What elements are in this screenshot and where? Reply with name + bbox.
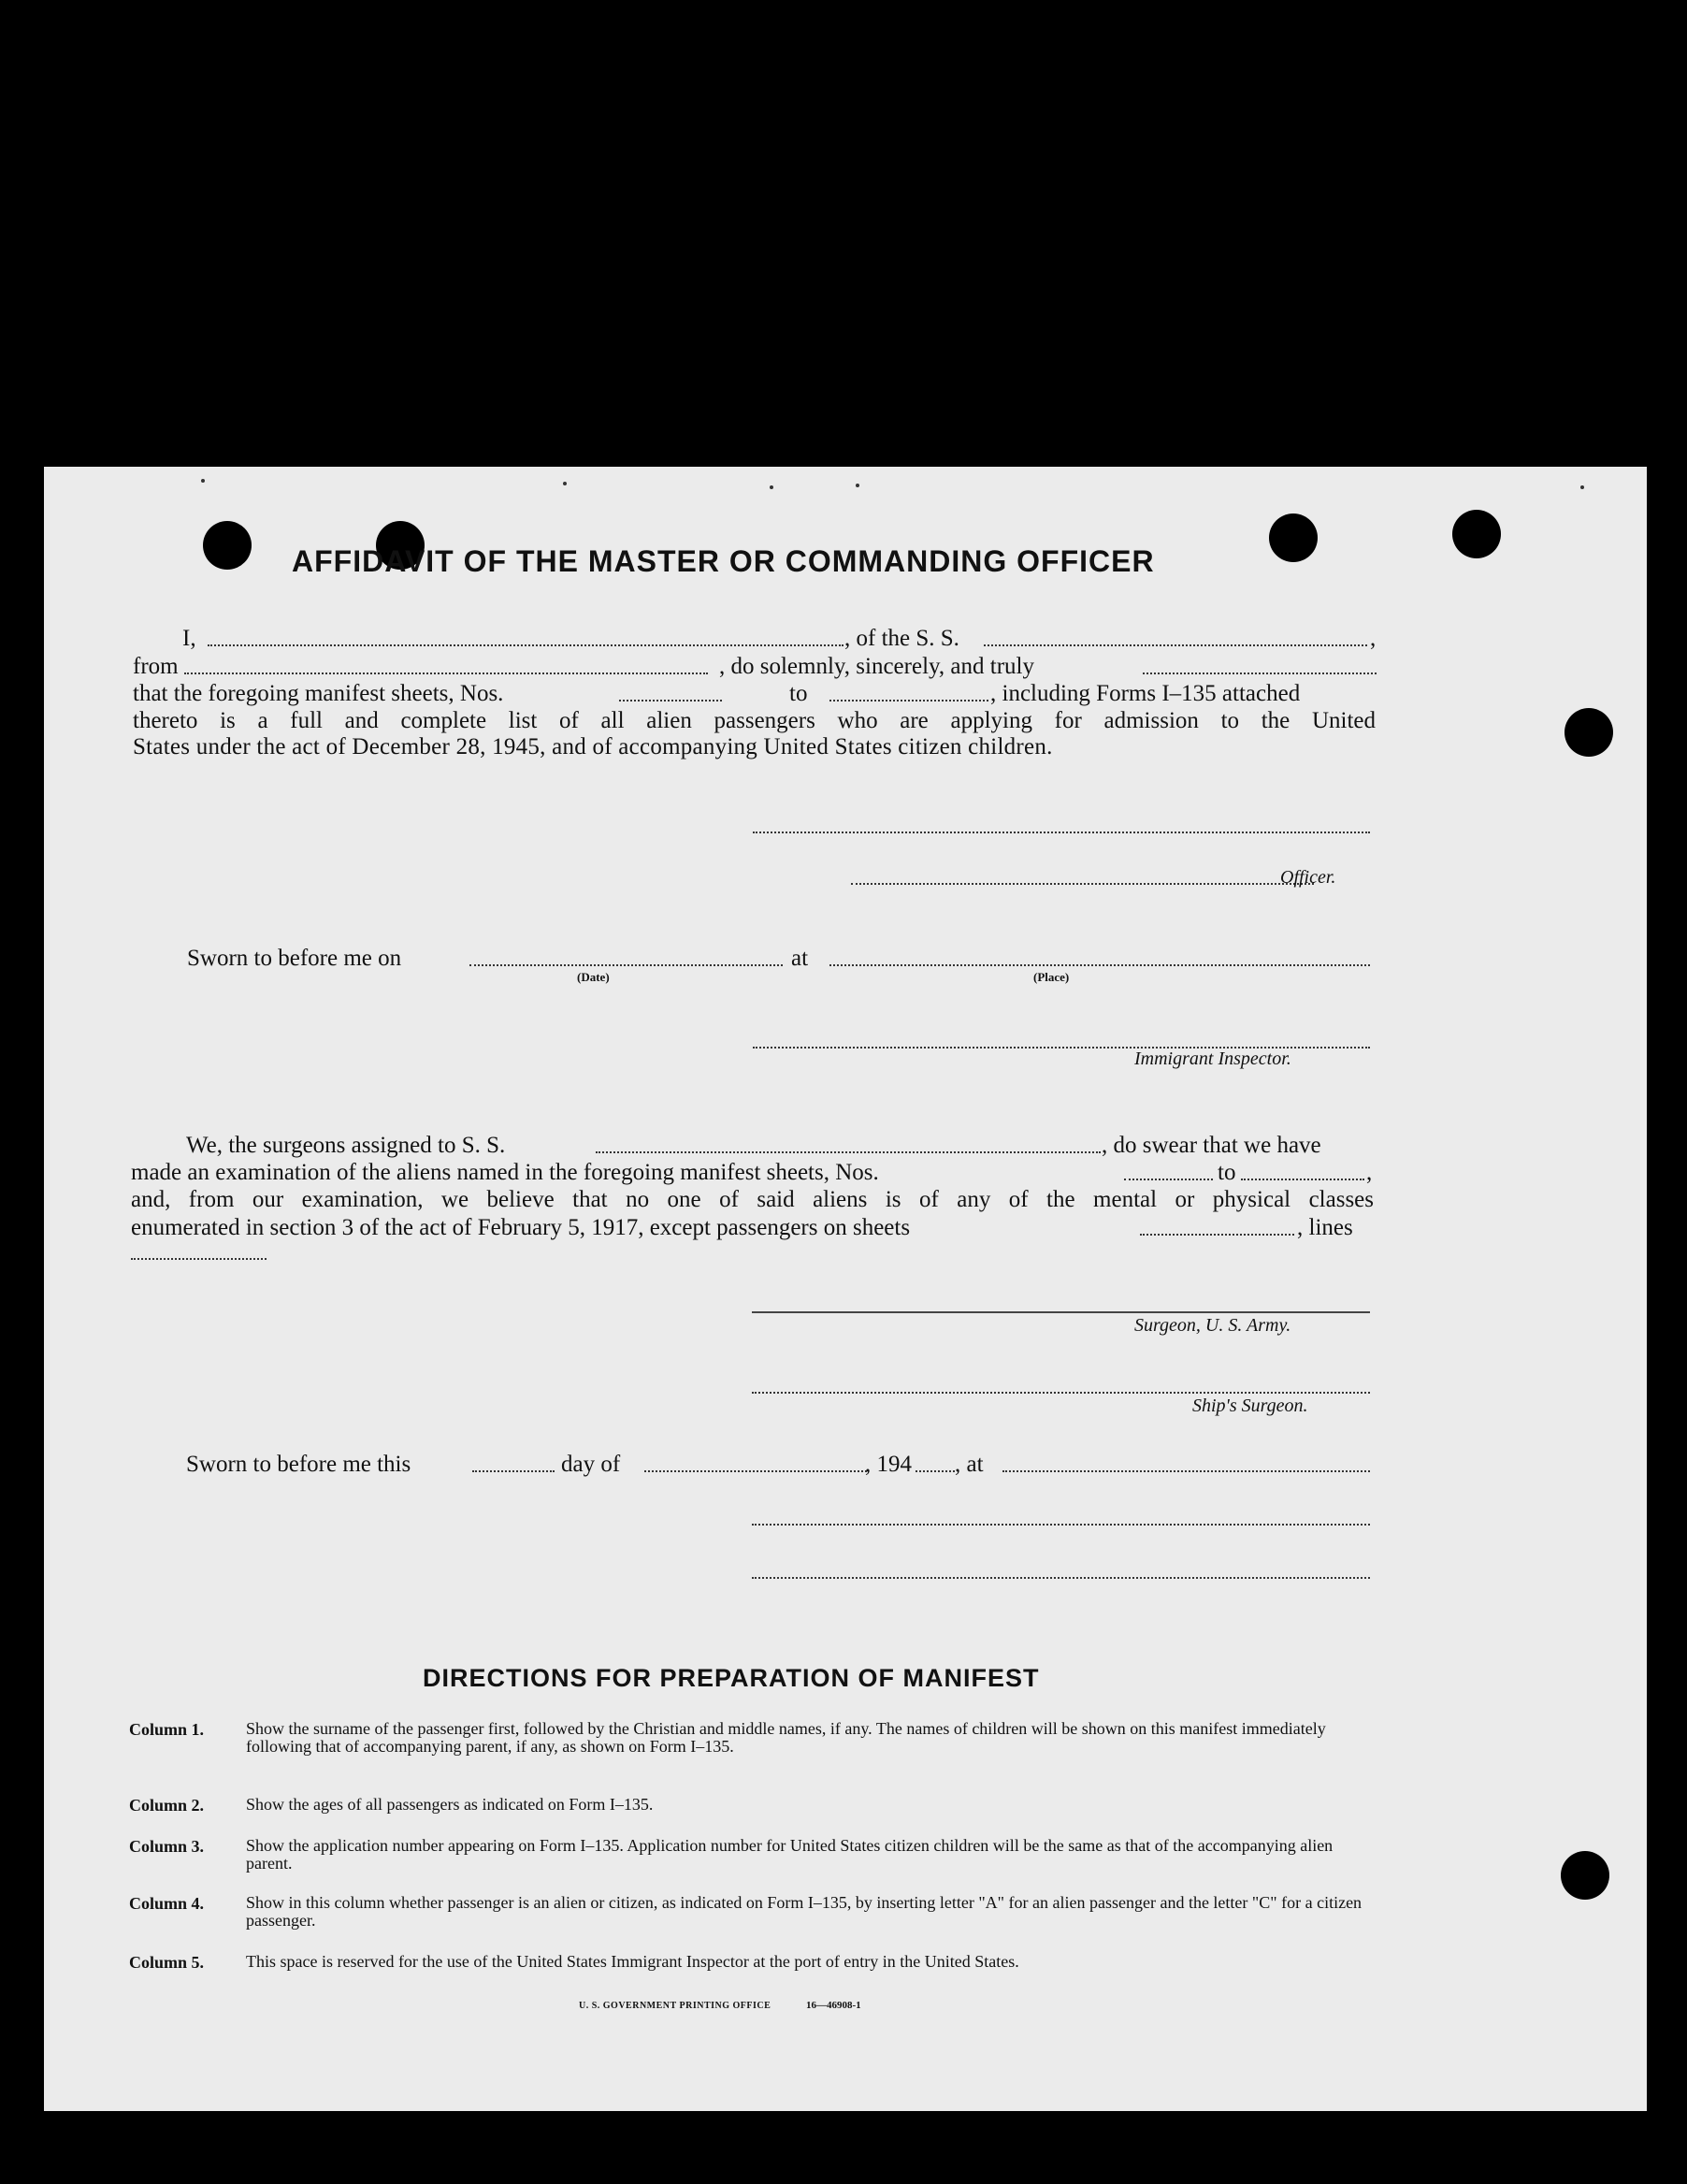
printer-credit: U. S. GOVERNMENT PRINTING OFFICE xyxy=(579,2001,771,2011)
affidavit-i: I, xyxy=(182,626,196,651)
affidavit-to: to xyxy=(789,681,808,706)
surgeons-exam: made an examination of the aliens named in the foregoing manifest sheets, Nos. xyxy=(131,1160,879,1185)
direction-text: Show in this column whether passenger is an alien or citizen, as indicated on Form I–135, by inserting letter "A" for an alien passenger and the letter "C" for a citizen passenger. xyxy=(246,1893,1363,1930)
sworn2-year-blank[interactable] xyxy=(916,1470,955,1472)
army-surgeon-signature-line[interactable] xyxy=(752,1311,1370,1313)
sworn2-place-blank[interactable] xyxy=(1002,1470,1370,1472)
direction-label: Column 2. xyxy=(129,1796,205,1815)
truly-blank[interactable] xyxy=(1143,673,1377,674)
ship-name-blank[interactable] xyxy=(984,644,1367,646)
punch-hole xyxy=(1564,708,1613,757)
sworn2-day-blank[interactable] xyxy=(472,1470,555,1472)
sworn-date-blank[interactable] xyxy=(469,964,783,966)
army-surgeon-label: Surgeon, U. S. Army. xyxy=(1134,1315,1291,1336)
surgeons-swear: , do swear that we have xyxy=(1102,1133,1321,1158)
officer-signature-line-1[interactable] xyxy=(753,832,1370,833)
form-page xyxy=(44,467,1647,2111)
punch-hole xyxy=(1561,1851,1609,1900)
affidavit-sheets: that the foregoing manifest sheets, Nos. xyxy=(133,681,504,706)
directions-title: DIRECTIONS FOR PREPARATION OF MANIFEST xyxy=(423,1664,1040,1692)
lines-blank[interactable] xyxy=(131,1258,267,1260)
surgeons-ship-blank[interactable] xyxy=(596,1151,1101,1153)
direction-text: Show the ages of all passengers as indicated on Form I–135. xyxy=(246,1795,654,1814)
date-caption: (Date) xyxy=(577,970,610,984)
surgeons-section: enumerated in section 3 of the act of February 5, 1917, except passengers on sheets xyxy=(131,1215,911,1240)
sworn2-label: Sworn to before me this xyxy=(186,1452,411,1477)
affidavit-solemnly: , do solemnly, sincerely, and truly xyxy=(719,654,1034,679)
surgeons-to: to xyxy=(1218,1160,1236,1185)
surgeons-sheet-to-blank[interactable] xyxy=(1241,1179,1364,1180)
affidavit-line-4: thereto is a full and complete list of all alien passengers who are applying for admission to the United xyxy=(133,708,1376,733)
surgeons-sheet-from-blank[interactable] xyxy=(1124,1179,1213,1180)
sworn-before-label: Sworn to before me on xyxy=(187,946,402,971)
ship-surgeon-label: Ship's Surgeon. xyxy=(1192,1396,1308,1416)
speck xyxy=(770,485,773,489)
place-caption: (Place) xyxy=(1033,970,1070,984)
sheet-to-blank[interactable] xyxy=(829,700,988,701)
surgeons-intro: We, the surgeons assigned to S. S. xyxy=(186,1133,506,1158)
sworn2-signature-line-1[interactable] xyxy=(752,1524,1370,1526)
speck xyxy=(1580,485,1584,489)
master-name-blank[interactable] xyxy=(208,644,844,646)
punch-hole xyxy=(1452,510,1501,558)
inspector-label: Immigrant Inspector. xyxy=(1134,1049,1291,1069)
sworn2-year-prefix: , 194 xyxy=(865,1452,912,1477)
surgeons-line-3: and, from our examination, we believe that no one of said aliens is of any of the mental or physical classes xyxy=(131,1187,1374,1212)
sworn2-signature-line-2[interactable] xyxy=(752,1577,1370,1579)
sheet-from-blank[interactable] xyxy=(619,700,722,701)
punch-hole xyxy=(203,521,252,570)
punch-hole xyxy=(1269,513,1318,562)
direction-label: Column 3. xyxy=(129,1837,205,1856)
sworn2-month-blank[interactable] xyxy=(644,1470,867,1472)
affidavit-line-5: States under the act of December 28, 1945, and of accompanying United States citizen children. xyxy=(133,734,1053,759)
sworn2-day-of: day of xyxy=(561,1452,621,1477)
surgeons-lines: , lines xyxy=(1297,1215,1353,1240)
affidavit-including: , including Forms I–135 attached xyxy=(990,681,1301,706)
affidavit-title: AFFIDAVIT OF THE MASTER OR COMMANDING OFFICER xyxy=(292,544,1155,578)
affidavit-of-ss: , of the S. S. xyxy=(844,626,959,651)
from-port-blank[interactable] xyxy=(184,673,708,674)
speck xyxy=(563,482,567,485)
officer-signature-line-2[interactable] xyxy=(851,883,1314,885)
speck xyxy=(201,479,205,483)
sworn-place-blank[interactable] xyxy=(829,964,1370,966)
except-sheets-blank[interactable] xyxy=(1140,1234,1294,1236)
direction-text: This space is reserved for the use of the United States Immigrant Inspector at the port of entry in the United States. xyxy=(246,1952,1019,1971)
direction-text: Show the surname of the passenger first, followed by the Christian and middle names, if any. The names of children will be shown on this manifest immediately following that of accompanying parent, if any, as shown on Form I–135. xyxy=(246,1719,1326,1756)
officer-label: Officer. xyxy=(1280,867,1336,888)
form-code: 16—46908-1 xyxy=(806,2000,861,2011)
sworn2-at: , at xyxy=(955,1452,984,1477)
direction-text: Show the application number appearing on Form I–135. Application number for United States citizen children will be the same as that of the accompanying alien parent. xyxy=(246,1836,1334,1873)
direction-label: Column 1. xyxy=(129,1720,205,1739)
surgeons-comma: , xyxy=(1366,1160,1373,1185)
direction-label: Column 4. xyxy=(129,1894,205,1913)
ship-surgeon-signature-line[interactable] xyxy=(752,1392,1370,1394)
speck xyxy=(856,484,859,487)
affidavit-comma: , xyxy=(1370,626,1377,651)
direction-label: Column 5. xyxy=(129,1953,205,1972)
sworn-at-label: at xyxy=(791,946,809,971)
affidavit-from: from xyxy=(133,654,179,679)
